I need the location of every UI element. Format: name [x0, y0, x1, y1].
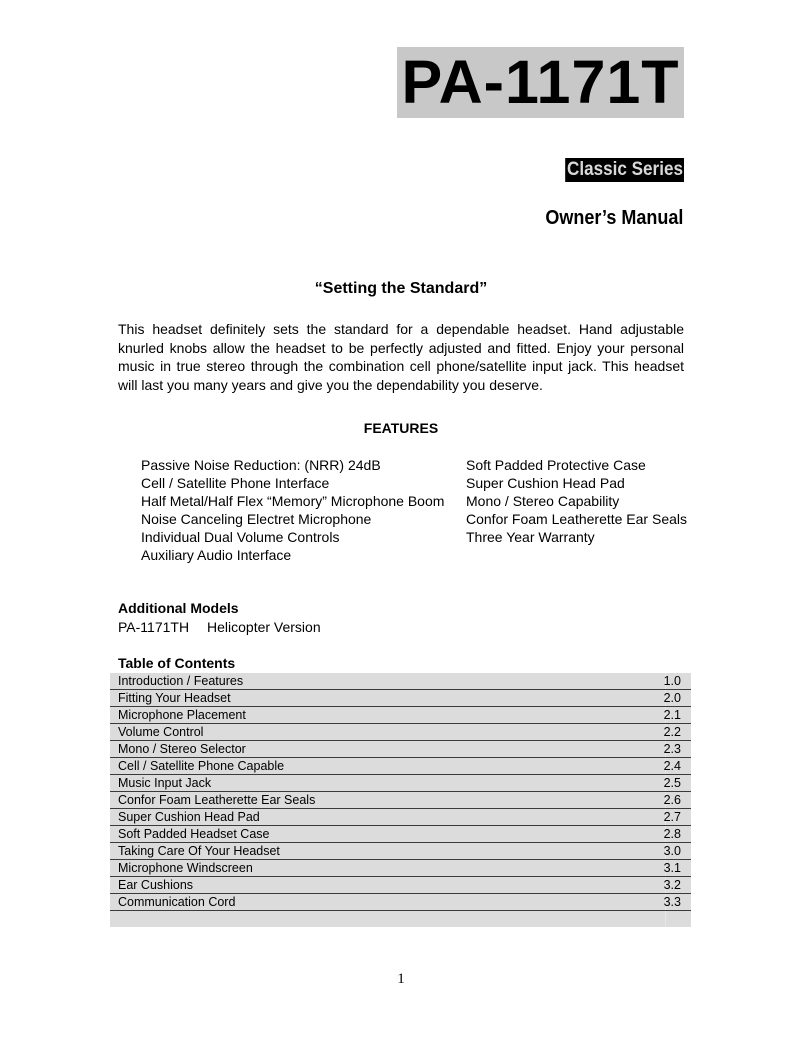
toc-section: 2.1	[663, 708, 681, 722]
toc-row[interactable]	[110, 792, 691, 809]
feature-item: Three Year Warranty	[466, 529, 595, 545]
feature-item: Mono / Stereo Capability	[466, 493, 620, 509]
feature-item: Super Cushion Head Pad	[466, 475, 625, 491]
toc-section: 2.5	[663, 776, 681, 790]
toc-label: Introduction / Features	[118, 674, 244, 688]
toc-heading: Table of Contents	[118, 655, 236, 671]
toc-row[interactable]	[110, 673, 691, 690]
table-of-contents	[110, 673, 691, 927]
feature-item: Passive Noise Reduction: (NRR) 24dB	[141, 457, 381, 473]
toc-section: 2.3	[663, 742, 681, 756]
toc-section: 2.0	[663, 691, 681, 705]
toc-label: Taking Care Of Your Headset	[118, 844, 280, 858]
toc-section: 2.6	[663, 793, 681, 807]
toc-section: 3.3	[663, 895, 681, 909]
model-code: PA-1171TH	[118, 619, 190, 635]
tagline: “Setting the Standard”	[314, 280, 488, 297]
toc-row[interactable]	[110, 758, 691, 775]
model-title: PA-1171T	[401, 48, 680, 116]
feature-item: Auxiliary Audio Interface	[141, 547, 292, 563]
toc-row[interactable]	[110, 707, 691, 724]
toc-label: Ear Cushions	[118, 878, 194, 892]
toc-row[interactable]	[110, 860, 691, 877]
additional-models-heading: Additional Models	[118, 600, 239, 616]
series-badge: Classic Series	[567, 159, 684, 180]
toc-section: 2.7	[663, 810, 681, 824]
toc-row[interactable]	[110, 724, 691, 741]
toc-section: 2.2	[663, 725, 681, 739]
page-number: 1	[397, 971, 405, 987]
model-title-banner	[397, 47, 684, 118]
feature-item: Individual Dual Volume Controls	[141, 529, 340, 545]
toc-label: Fitting Your Headset	[118, 691, 231, 705]
toc-label: Microphone Placement	[118, 708, 246, 722]
toc-row[interactable]	[110, 877, 691, 894]
toc-label: Super Cushion Head Pad	[118, 810, 260, 824]
toc-label: Soft Padded Headset Case	[118, 827, 270, 841]
toc-label: Microphone Windscreen	[118, 861, 253, 875]
toc-label: Communication Cord	[118, 895, 236, 909]
intro-paragraph: This headset definitely sets the standard for a dependable headset. Hand adjustable knurled knobs allow the headset to be perfectly adjusted and fitted. Enjoy your personal music in true stereo through the combination cell phone/satellite input jack. This headset will last you many years and give you the dependability you deserve.	[118, 321, 684, 393]
features-heading: FEATURES	[363, 420, 439, 436]
toc-empty-row	[110, 911, 691, 927]
toc-row[interactable]	[110, 775, 691, 792]
toc-label: Cell / Satellite Phone Capable	[118, 759, 285, 773]
toc-row[interactable]	[110, 741, 691, 758]
toc-label: Music Input Jack	[118, 776, 212, 790]
document-type: Owner’s Manual	[544, 207, 683, 229]
features-list-right	[466, 456, 687, 546]
model-description: Helicopter Version	[207, 619, 321, 635]
feature-item: Soft Padded Protective Case	[466, 457, 646, 473]
toc-section: 3.0	[663, 844, 681, 858]
toc-section: 2.4	[663, 759, 681, 773]
toc-row[interactable]	[110, 894, 691, 911]
additional-model-row	[118, 619, 321, 635]
toc-section: 3.1	[663, 861, 681, 875]
toc-section: 3.2	[663, 878, 681, 892]
feature-item: Confor Foam Leatherette Ear Seals	[466, 511, 688, 527]
toc-label: Mono / Stereo Selector	[118, 742, 246, 756]
toc-label: Confor Foam Leatherette Ear Seals	[118, 793, 316, 807]
toc-label: Volume Control	[118, 725, 204, 739]
toc-row[interactable]	[110, 826, 691, 843]
toc-row[interactable]	[110, 843, 691, 860]
feature-item: Cell / Satellite Phone Interface	[141, 475, 330, 491]
toc-section: 2.8	[663, 827, 681, 841]
features-list-left	[141, 456, 444, 564]
toc-section: 1.0	[663, 674, 681, 688]
feature-item: Half Metal/Half Flex “Memory” Microphone Boom	[141, 493, 445, 509]
toc-row[interactable]	[110, 809, 691, 826]
feature-item: Noise Canceling Electret Microphone	[141, 511, 372, 527]
toc-row[interactable]	[110, 690, 691, 707]
